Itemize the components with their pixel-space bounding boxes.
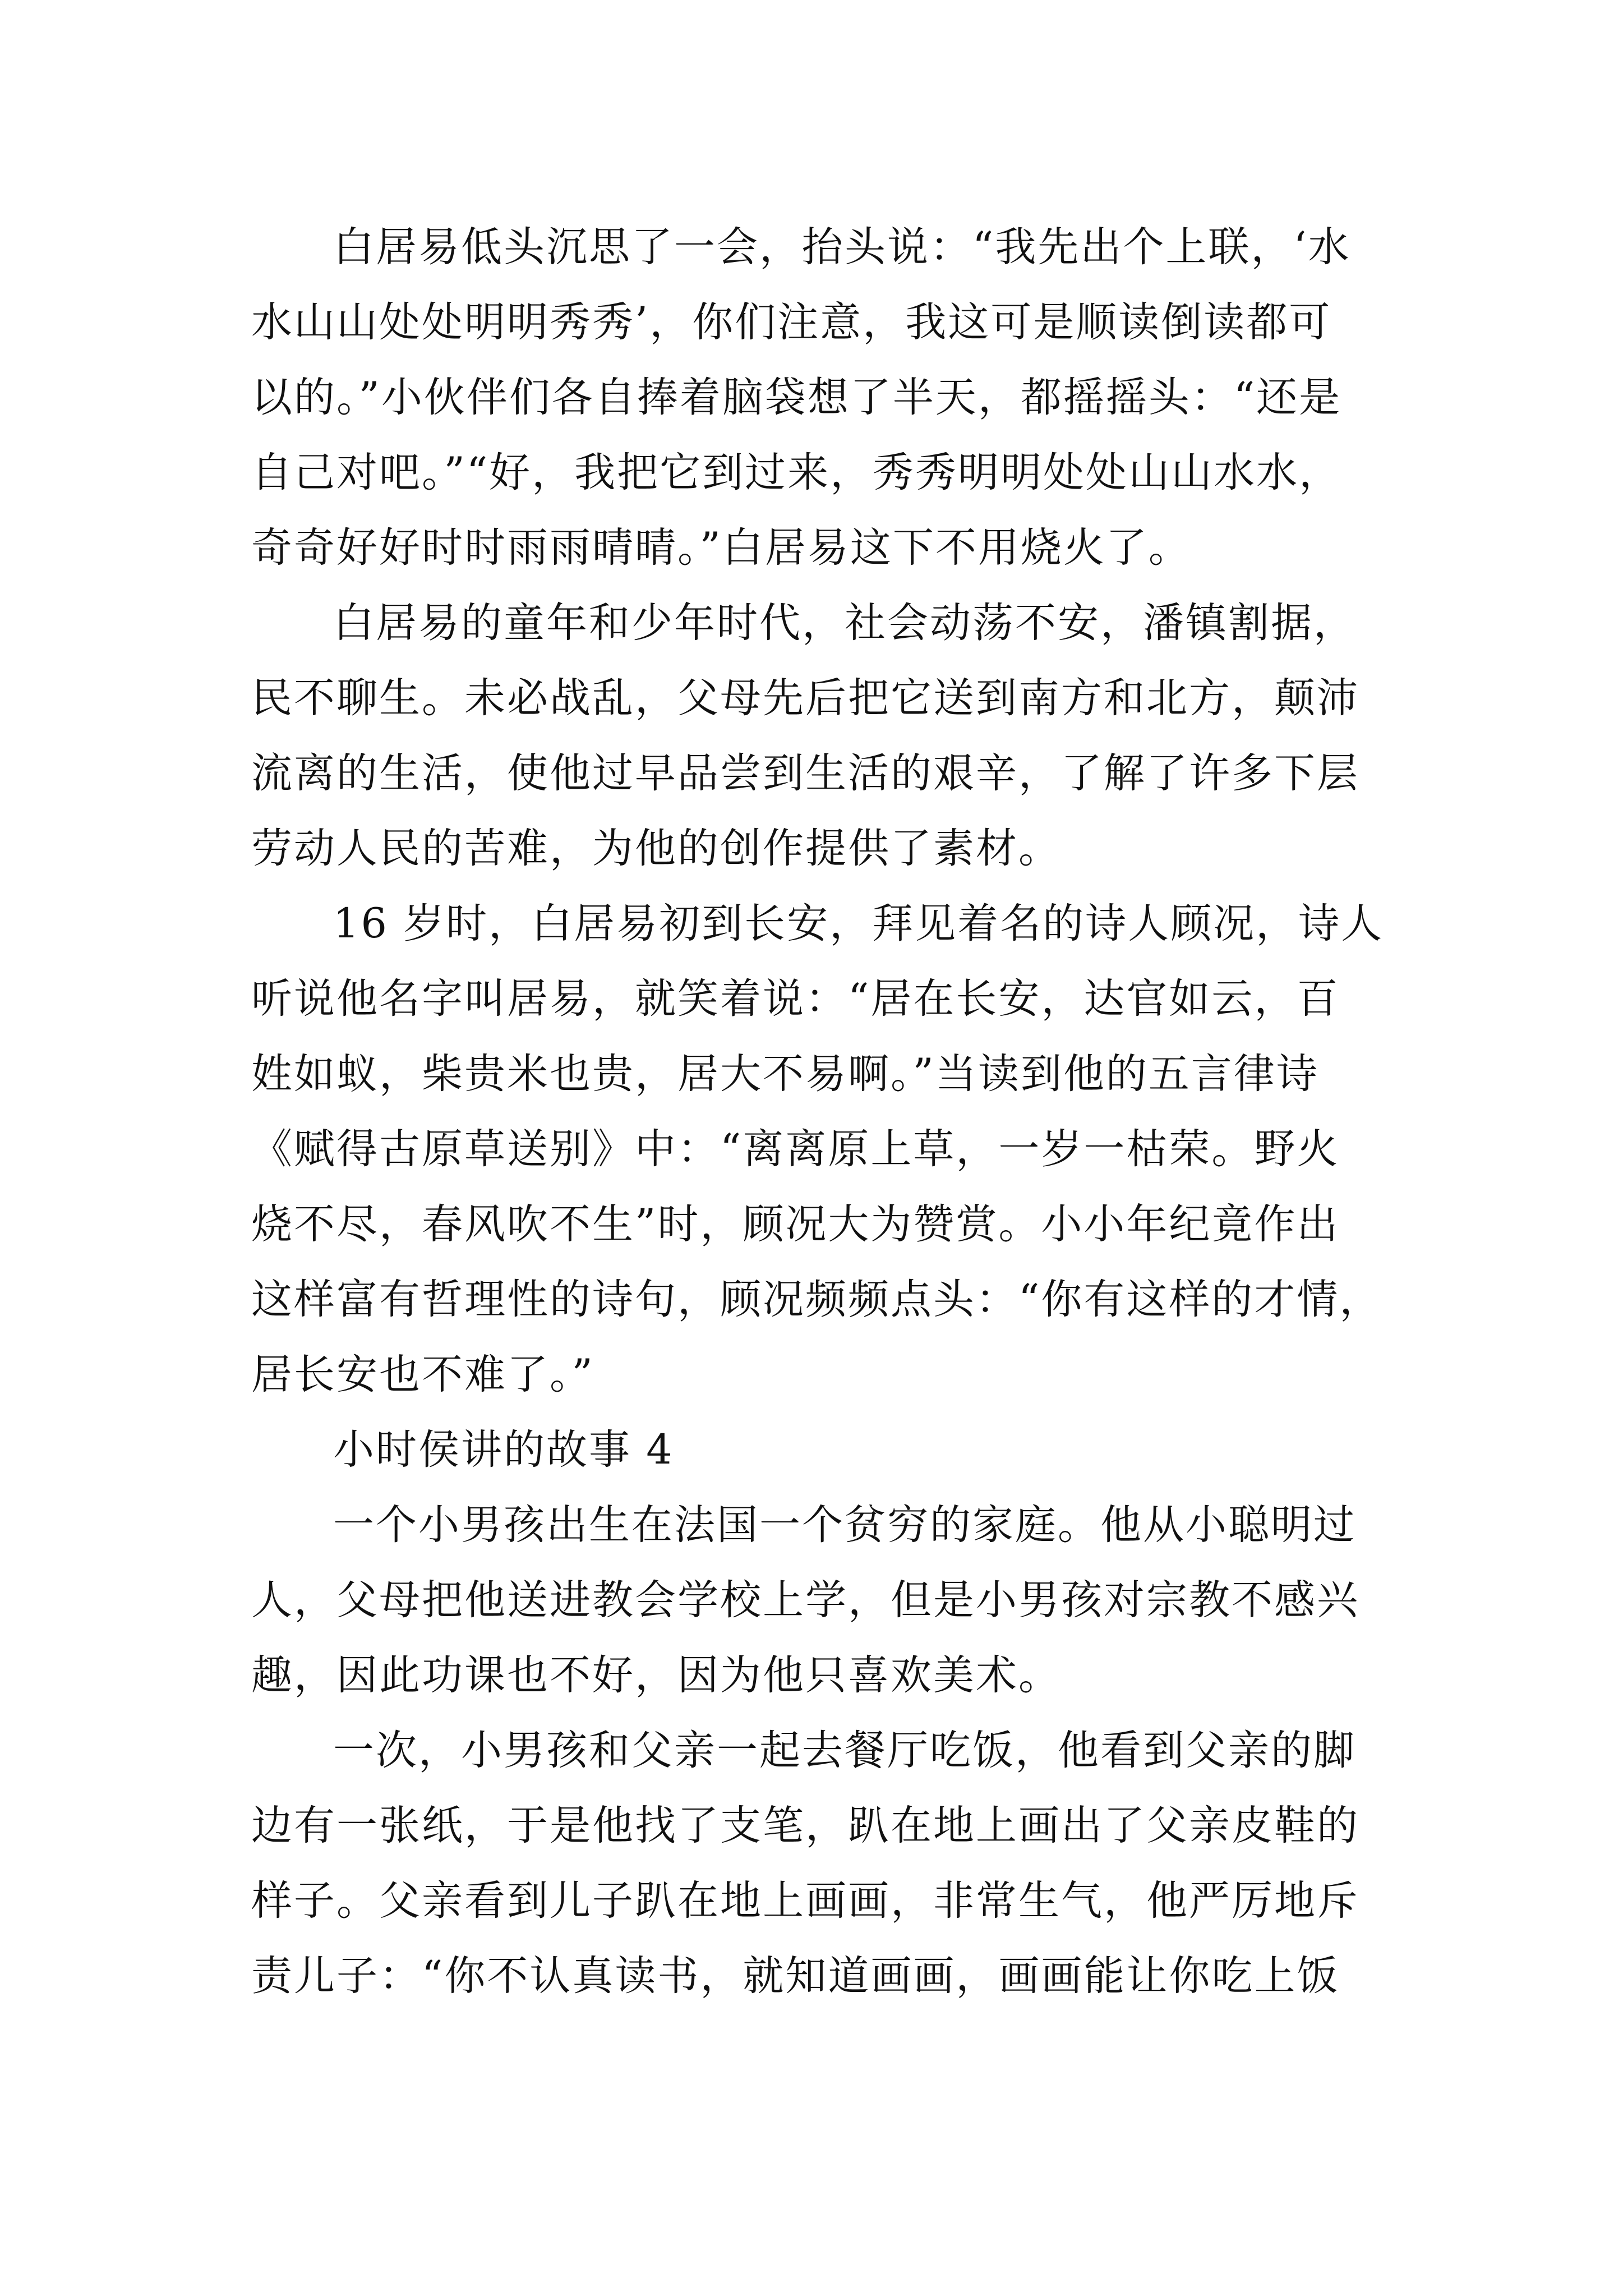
text-line: 白居易低头沉思了一会，抬头说：“我先出个上联，‘水 (333, 223, 1351, 271)
section-heading (251, 1412, 1377, 1488)
text-line: 边有一张纸，于是他找了支笔，趴在地上画出了父亲皮鞋的 (251, 1802, 1359, 1849)
text-line: 听说他名字叫居易，就笑着说：“居在长安，达官如云，百 (251, 975, 1340, 1023)
text-line: 人，父母把他送进教会学校上学，但是小男孩对宗教不感兴 (251, 1576, 1359, 1624)
text-line: 《赋得古原草送别》中：“离离原上草，一岁一枯荣。野火 (251, 1125, 1340, 1173)
paragraph (251, 886, 1384, 1412)
text-line: 样子。父亲看到儿子趴在地上画画，非常生气，他严厉地斥 (251, 1877, 1359, 1925)
paragraph (251, 210, 1377, 586)
text-line: 劳动人民的苦难，为他的创作提供了素材。 (251, 825, 1061, 872)
paragraph (251, 1488, 1377, 1713)
text-line: 姓如蚁，柴贵米也贵，居大不易啊。”当读到他的五言律诗 (251, 1050, 1319, 1098)
text-line: 责儿子：“你不认真读书，就知道画画，画画能让你吃上饭 (251, 1952, 1340, 2000)
text-line: 16 岁时，白居易初到长安，拜见着名的诗人顾况，诗人 (333, 900, 1384, 947)
text-line: 流离的生活，使他过早品尝到生活的艰辛，了解了许多下层 (251, 749, 1359, 797)
text-line: 一次，小男孩和父亲一起去餐厅吃饭，他看到父亲的脚 (333, 1727, 1356, 1774)
text-line: 水山山处处明明秀秀’，你们注意，我这可是顺读倒读都可 (251, 298, 1332, 346)
text-line: 民不聊生。未必战乱，父母先后把它送到南方和北方，颠沛 (251, 674, 1359, 722)
paragraph (251, 586, 1377, 886)
text-line: 一个小男孩出生在法国一个贫穷的家庭。他从小聪明过 (333, 1501, 1356, 1549)
text-line: 这样富有哲理性的诗句，顾况频频点头：“你有这样的才情， (251, 1276, 1382, 1323)
text-line: 以的。”小伙伴们各自捧着脑袋想了半天，都摇摇头：“还是 (251, 374, 1342, 421)
text-line: 趣，因此功课也不好，因为他只喜欢美术。 (251, 1651, 1061, 1699)
text-line: 自己对吧。”“好，我把它到过来，秀秀明明处处山山水水， (251, 449, 1342, 496)
text-line: 白居易的童年和少年时代，社会动荡不安，潘镇割据， (333, 599, 1356, 647)
text-line: 奇奇好好时时雨雨晴晴。”白居易这下不用烧火了。 (251, 524, 1191, 572)
paragraph (251, 1713, 1377, 2014)
text-line: 小时侯讲的故事 4 (333, 1426, 674, 1474)
text-line: 居长安也不难了。” (251, 1351, 594, 1398)
text-line: 烧不尽，春风吹不生”时，顾况大为赞赏。小小年纪竟作出 (251, 1200, 1340, 1248)
body-text (251, 210, 1384, 2014)
